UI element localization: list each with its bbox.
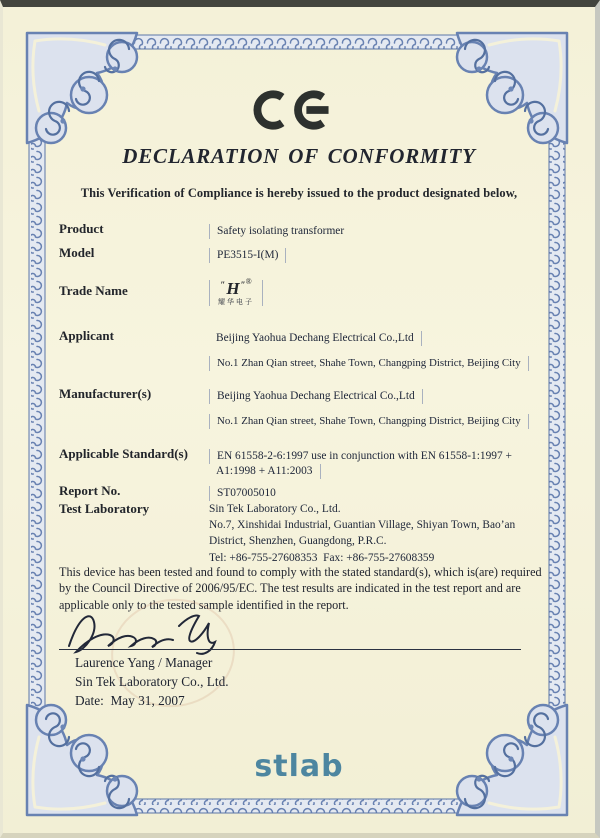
field-value: A1:1998 + A11:2003 xyxy=(209,464,321,479)
field-label: Report No. xyxy=(59,483,121,498)
field-row-model xyxy=(59,245,551,263)
logo-quote-mark: ″ xyxy=(220,280,226,290)
field-label: Applicable Standard(s) xyxy=(59,446,188,461)
field-row-report-no xyxy=(59,483,551,501)
field-label: Applicant xyxy=(59,328,114,343)
field-value: PE3515-I(M) xyxy=(209,248,286,263)
logo-chinese-subtext: 耀华电子 xyxy=(218,298,254,306)
signer-company: Sin Tek Laboratory Co., Ltd. xyxy=(75,674,229,689)
field-value: No.1 Zhan Qian street, Shahe Town, Changping District, Beijing City xyxy=(209,414,529,429)
certificate-title: DECLARATION OF CONFORMITY xyxy=(122,144,476,168)
field-value: Beijing Yaohua Dechang Electrical Co.,Ltd xyxy=(209,389,423,404)
signature-scrawl xyxy=(63,606,263,658)
field-label: Product xyxy=(59,221,104,236)
field-row-standards xyxy=(59,446,551,479)
logo-quote-mark: ″ xyxy=(240,280,246,290)
field-label: Model xyxy=(59,245,95,260)
field-row-applicant xyxy=(59,328,551,371)
field-label: Test Laboratory xyxy=(59,501,150,516)
field-value: Sin Tek Laboratory Co., Ltd. xyxy=(209,503,341,515)
field-value: EN 61558-2-6:1997 use in conjunction with EN 61558-1:1997 + xyxy=(209,449,519,464)
ce-mark xyxy=(3,86,595,139)
field-label: Trade Name xyxy=(59,283,128,298)
field-value: ST07005010 xyxy=(209,486,283,501)
field-row-test-laboratory xyxy=(59,501,551,566)
field-row-manufacturer xyxy=(59,386,551,429)
field-value: Safety isolating transformer xyxy=(209,224,351,239)
field-row-product xyxy=(59,221,551,239)
logo-letter: H xyxy=(226,279,240,298)
field-value: Tel: +86-755-27608353 Fax: +86-755-27608359 xyxy=(209,551,435,564)
stlab-logo: stlab xyxy=(254,749,344,784)
field-value: No.1 Zhan Qian street, Shahe Town, Changping District, Beijing City xyxy=(209,356,529,371)
compliance-statement: This device has been tested and found to comply with the stated standard(s), which is(are) required by the Council Directive of 2006/95/EC. The test results are indicated in the test report and are applicable only to the tested sample identified in the report. xyxy=(59,565,542,612)
field-value: Beijing Yaohua Dechang Electrical Co.,Ltd xyxy=(209,331,422,346)
ce-mark-icon xyxy=(251,86,347,134)
field-row-trade-name xyxy=(59,275,551,306)
registered-mark-icon: ® xyxy=(245,277,252,286)
trade-name-logo xyxy=(209,277,263,306)
field-value: No.7, Xinshidai Industrial, Guantian Village, Shiyan Town, Bao’an District, Shenzhen, Guangdong, P.R.C. xyxy=(209,519,516,548)
signature-date: Date: May 31, 2007 xyxy=(75,693,185,708)
field-label: Manufacturer(s) xyxy=(59,386,152,401)
signature-line xyxy=(59,649,521,650)
issue-statement: This Verification of Compliance is hereby issued to the product designated below, xyxy=(80,186,518,200)
signer-name: Laurence Yang / Manager xyxy=(75,655,213,670)
